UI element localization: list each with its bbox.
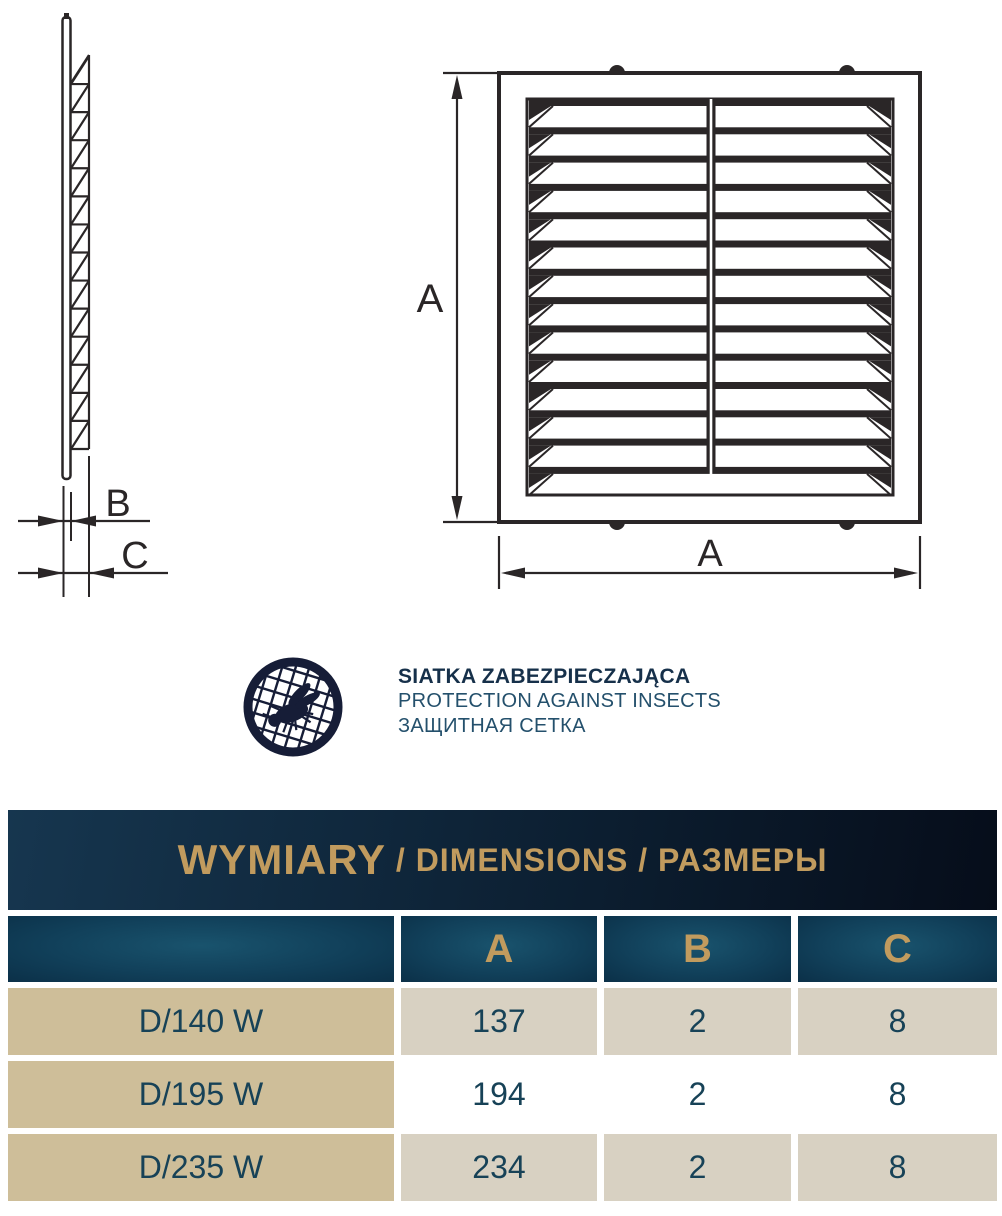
label-b: B <box>105 483 131 525</box>
header-cell-b: B <box>604 916 791 982</box>
table-row-value-a: 137 <box>401 988 597 1055</box>
feature-title-pl: SIATKA ZABEZPIECZAJĄCA <box>398 665 691 688</box>
dimensions-table <box>8 810 997 1201</box>
table-title-secondary: / DIMENSIONS / РАЗМЕРЫ <box>386 841 828 878</box>
table-row-value-a: 194 <box>401 1061 597 1128</box>
header-cell-a: A <box>401 916 597 982</box>
grille-center-divider <box>707 99 716 474</box>
insect-protection-text <box>398 664 721 739</box>
insect-protection-icon <box>243 657 343 757</box>
label-c: C <box>121 535 149 577</box>
header-cell-c: C <box>798 916 997 982</box>
header-cell-model <box>8 916 394 982</box>
table-row-value-c: 8 <box>798 1061 997 1128</box>
table-row-model: D/235 W <box>8 1134 394 1201</box>
table-title-primary: WYMIARY <box>177 836 387 883</box>
table-row-value-b: 2 <box>604 988 791 1055</box>
table-title-bar <box>8 810 997 910</box>
table-row-model: D/195 W <box>8 1061 394 1128</box>
table-row-value-b: 2 <box>604 1061 791 1128</box>
label-a-horizontal: A <box>697 533 723 575</box>
feature-title-en: PROTECTION AGAINST INSECTS <box>398 690 722 712</box>
table-row-value-c: 8 <box>798 988 997 1055</box>
side-view-plate <box>63 17 71 479</box>
table-row-value-b: 2 <box>604 1134 791 1201</box>
side-view-mesh-hatch <box>71 55 89 449</box>
table-row-value-a: 234 <box>401 1134 597 1201</box>
table-row-value-c: 8 <box>798 1134 997 1201</box>
label-a-vertical: A <box>416 277 444 321</box>
feature-title-ru: ЗАЩИТНАЯ СЕТКА <box>398 715 586 737</box>
table-row-model: D/140 W <box>8 988 394 1055</box>
